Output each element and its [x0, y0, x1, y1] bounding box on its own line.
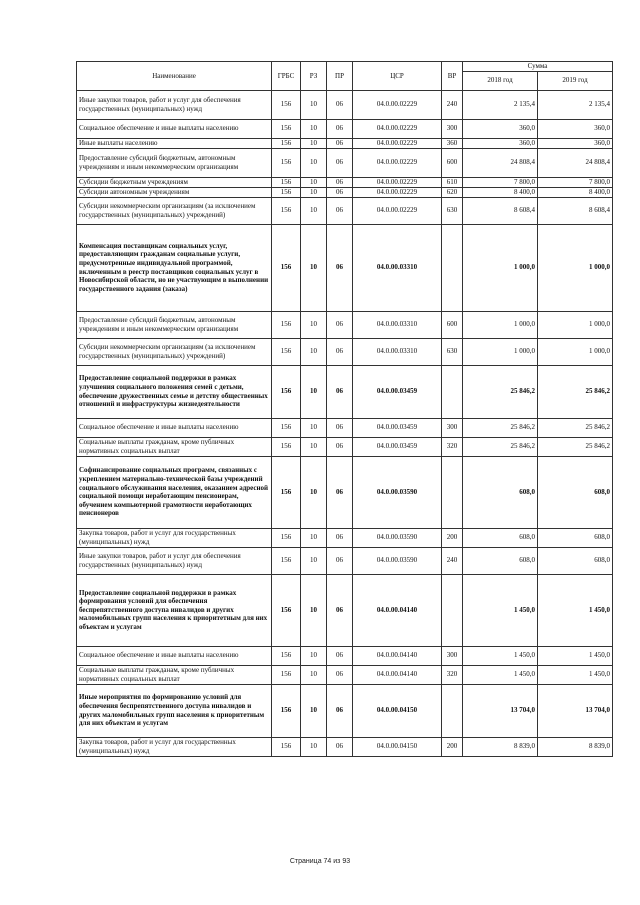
cell-pr: 06 [327, 737, 353, 756]
cell-csr: 04.0.00.03459 [353, 418, 442, 437]
cell-pr: 06 [327, 187, 353, 197]
cell-y2019: 1 450,0 [538, 646, 613, 665]
cell-grbs: 156 [272, 177, 301, 187]
cell-grbs: 156 [272, 456, 301, 528]
cell-y2018: 1 000,0 [463, 224, 538, 311]
cell-name: Компенсация поставщикам социальных услуг, предоставляющим гражданам социальные услуги, предусмотренные индивидуальной программой, включенным в реестр поставщиков социальных услуг в Новосибирской области, но не участвующим в выполнении государственного задания (заказа) [77, 224, 272, 311]
table-row [77, 148, 613, 177]
cell-pr: 06 [327, 418, 353, 437]
cell-name: Софинансирование социальных программ, связанных с укреплением материально-технической базы учреждений социального обслуживания населения, оказанием адресной социальной помощи неработающим пенсионерам, обучением компьютерной грамотности неработающих пенсионеров [77, 456, 272, 528]
table-row [77, 437, 613, 456]
cell-y2019: 1 450,0 [538, 574, 613, 646]
cell-y2018: 1 000,0 [463, 311, 538, 338]
cell-name: Субсидии бюджетным учреждениям [77, 177, 272, 187]
cell-y2018: 1 450,0 [463, 646, 538, 665]
cell-csr: 04.0.00.03590 [353, 547, 442, 574]
cell-grbs: 156 [272, 197, 301, 224]
cell-csr: 04.0.00.02229 [353, 148, 442, 177]
cell-vr: 630 [442, 197, 463, 224]
cell-vr [442, 574, 463, 646]
cell-name: Предоставление социальной поддержки в рамках улучшения социального положения семей с детьми, обеспечение дружественных семье и детству общественных отношений и инфраструктуры жизнедеятельности [77, 365, 272, 418]
header-year-2019: 2019 год [538, 71, 613, 90]
table-row [77, 177, 613, 187]
table-row [77, 547, 613, 574]
cell-vr: 630 [442, 338, 463, 365]
cell-name: Иные закупки товаров, работ и услуг для обеспечения государственных (муниципальных) нужд [77, 90, 272, 119]
cell-rz: 10 [301, 338, 327, 365]
header-pr: ПР [327, 62, 353, 91]
cell-name: Предоставление субсидий бюджетным, автономным учреждениям и иным некоммерческим организациям [77, 311, 272, 338]
cell-y2019: 7 800,0 [538, 177, 613, 187]
cell-y2019: 360,0 [538, 119, 613, 138]
cell-pr: 06 [327, 528, 353, 547]
cell-name: Социальное обеспечение и иные выплаты населению [77, 646, 272, 665]
cell-y2019: 1 000,0 [538, 224, 613, 311]
cell-y2019: 25 846,2 [538, 365, 613, 418]
header-vr: ВР [442, 62, 463, 91]
budget-table [76, 61, 613, 757]
table-row [77, 684, 613, 737]
cell-pr: 06 [327, 456, 353, 528]
cell-vr [442, 365, 463, 418]
cell-vr: 600 [442, 311, 463, 338]
cell-vr [442, 456, 463, 528]
table-row [77, 311, 613, 338]
cell-y2018: 7 800,0 [463, 177, 538, 187]
cell-rz: 10 [301, 119, 327, 138]
header-rz: РЗ [301, 62, 327, 91]
header-year-2018: 2018 год [463, 71, 538, 90]
cell-y2019: 608,0 [538, 528, 613, 547]
cell-pr: 06 [327, 365, 353, 418]
cell-csr: 04.0.00.03590 [353, 456, 442, 528]
cell-name: Субсидии некоммерческим организациям (за исключением государственных (муниципальных) учреждений) [77, 338, 272, 365]
cell-y2018: 13 704,0 [463, 684, 538, 737]
cell-pr: 06 [327, 338, 353, 365]
cell-grbs: 156 [272, 547, 301, 574]
cell-y2019: 1 000,0 [538, 338, 613, 365]
cell-grbs: 156 [272, 574, 301, 646]
table-row [77, 574, 613, 646]
cell-csr: 04.0.00.03590 [353, 528, 442, 547]
cell-y2018: 25 846,2 [463, 437, 538, 456]
cell-csr: 04.0.00.03310 [353, 224, 442, 311]
cell-csr: 04.0.00.04140 [353, 574, 442, 646]
cell-pr: 06 [327, 311, 353, 338]
cell-grbs: 156 [272, 737, 301, 756]
cell-grbs: 156 [272, 148, 301, 177]
cell-y2019: 608,0 [538, 547, 613, 574]
cell-grbs: 156 [272, 338, 301, 365]
cell-y2018: 608,0 [463, 547, 538, 574]
cell-vr [442, 224, 463, 311]
cell-y2019: 8 608,4 [538, 197, 613, 224]
cell-y2018: 8 839,0 [463, 737, 538, 756]
cell-grbs: 156 [272, 646, 301, 665]
cell-name: Закупка товаров, работ и услуг для государственных (муниципальных) нужд [77, 528, 272, 547]
cell-grbs: 156 [272, 418, 301, 437]
table-row [77, 338, 613, 365]
table-row [77, 90, 613, 119]
cell-csr: 04.0.00.03310 [353, 338, 442, 365]
cell-name: Субсидии автономным учреждениям [77, 187, 272, 197]
cell-rz: 10 [301, 197, 327, 224]
cell-name: Предоставление социальной поддержки в рамках формирования условий для обеспечения беспрепятственного доступа инвалидов и других маломобильных групп населения к приоритетным для них объектам и услугам [77, 574, 272, 646]
cell-y2019: 8 839,0 [538, 737, 613, 756]
cell-name: Социальное обеспечение и иные выплаты населению [77, 418, 272, 437]
cell-grbs: 156 [272, 684, 301, 737]
cell-grbs: 156 [272, 138, 301, 148]
cell-csr: 04.0.00.03310 [353, 311, 442, 338]
cell-vr: 300 [442, 418, 463, 437]
cell-pr: 06 [327, 574, 353, 646]
cell-vr: 320 [442, 437, 463, 456]
table-row [77, 646, 613, 665]
cell-grbs: 156 [272, 187, 301, 197]
header-grbs: ГРБС [272, 62, 301, 91]
cell-pr: 06 [327, 148, 353, 177]
cell-rz: 10 [301, 547, 327, 574]
cell-rz: 10 [301, 187, 327, 197]
cell-grbs: 156 [272, 365, 301, 418]
cell-y2018: 24 808,4 [463, 148, 538, 177]
cell-vr: 200 [442, 737, 463, 756]
cell-y2019: 25 846,2 [538, 437, 613, 456]
cell-vr: 620 [442, 187, 463, 197]
cell-vr: 240 [442, 547, 463, 574]
cell-y2018: 8 400,0 [463, 187, 538, 197]
cell-pr: 06 [327, 177, 353, 187]
cell-rz: 10 [301, 437, 327, 456]
header-sum: Сумма [463, 62, 613, 72]
table-row [77, 665, 613, 684]
cell-vr [442, 684, 463, 737]
cell-y2019: 24 808,4 [538, 148, 613, 177]
cell-y2018: 1 450,0 [463, 574, 538, 646]
cell-y2019: 608,0 [538, 456, 613, 528]
cell-name: Субсидии некоммерческим организациям (за исключением государственных (муниципальных) учреждений) [77, 197, 272, 224]
cell-y2018: 2 135,4 [463, 90, 538, 119]
table-row [77, 224, 613, 311]
cell-rz: 10 [301, 574, 327, 646]
cell-vr: 360 [442, 138, 463, 148]
cell-csr: 04.0.00.03459 [353, 437, 442, 456]
cell-rz: 10 [301, 90, 327, 119]
cell-csr: 04.0.00.02229 [353, 119, 442, 138]
cell-vr: 300 [442, 646, 463, 665]
cell-grbs: 156 [272, 119, 301, 138]
table-row [77, 418, 613, 437]
cell-rz: 10 [301, 148, 327, 177]
cell-csr: 04.0.00.02229 [353, 138, 442, 148]
cell-pr: 06 [327, 665, 353, 684]
cell-rz: 10 [301, 365, 327, 418]
cell-csr: 04.0.00.02229 [353, 197, 442, 224]
cell-pr: 06 [327, 646, 353, 665]
cell-pr: 06 [327, 138, 353, 148]
cell-y2018: 1 000,0 [463, 338, 538, 365]
cell-name: Социальное обеспечение и иные выплаты населению [77, 119, 272, 138]
cell-rz: 10 [301, 737, 327, 756]
cell-grbs: 156 [272, 224, 301, 311]
cell-vr: 610 [442, 177, 463, 187]
cell-y2018: 25 846,2 [463, 418, 538, 437]
cell-rz: 10 [301, 684, 327, 737]
table-row [77, 119, 613, 138]
cell-csr: 04.0.00.03459 [353, 365, 442, 418]
cell-rz: 10 [301, 665, 327, 684]
cell-pr: 06 [327, 437, 353, 456]
cell-y2018: 8 608,4 [463, 197, 538, 224]
cell-y2019: 8 400,0 [538, 187, 613, 197]
cell-vr: 300 [442, 119, 463, 138]
cell-y2019: 1 450,0 [538, 665, 613, 684]
cell-pr: 06 [327, 547, 353, 574]
cell-grbs: 156 [272, 311, 301, 338]
cell-vr: 600 [442, 148, 463, 177]
cell-pr: 06 [327, 90, 353, 119]
cell-vr: 240 [442, 90, 463, 119]
cell-rz: 10 [301, 456, 327, 528]
cell-grbs: 156 [272, 437, 301, 456]
table-row [77, 197, 613, 224]
cell-name: Предоставление субсидий бюджетным, автономным учреждениям и иным некоммерческим организациям [77, 148, 272, 177]
cell-grbs: 156 [272, 665, 301, 684]
cell-y2018: 25 846,2 [463, 365, 538, 418]
cell-csr: 04.0.00.02229 [353, 90, 442, 119]
cell-pr: 06 [327, 197, 353, 224]
cell-pr: 06 [327, 684, 353, 737]
cell-csr: 04.0.00.04140 [353, 665, 442, 684]
cell-csr: 04.0.00.04150 [353, 684, 442, 737]
cell-csr: 04.0.00.04150 [353, 737, 442, 756]
cell-name: Социальные выплаты гражданам, кроме публичных нормативных социальных выплат [77, 437, 272, 456]
cell-rz: 10 [301, 418, 327, 437]
table-row [77, 138, 613, 148]
cell-y2018: 360,0 [463, 138, 538, 148]
cell-name: Иные выплаты населению [77, 138, 272, 148]
page-number: Страница 74 из 93 [289, 858, 351, 865]
cell-rz: 10 [301, 177, 327, 187]
table-row [77, 456, 613, 528]
cell-y2018: 1 450,0 [463, 665, 538, 684]
cell-rz: 10 [301, 224, 327, 311]
cell-grbs: 156 [272, 90, 301, 119]
cell-rz: 10 [301, 528, 327, 547]
cell-csr: 04.0.00.02229 [353, 177, 442, 187]
cell-y2019: 2 135,4 [538, 90, 613, 119]
cell-name: Иные закупки товаров, работ и услуг для обеспечения государственных (муниципальных) нужд [77, 547, 272, 574]
cell-grbs: 156 [272, 528, 301, 547]
cell-y2018: 360,0 [463, 119, 538, 138]
header-name: Наименование [77, 62, 272, 91]
table-row [77, 528, 613, 547]
cell-pr: 06 [327, 224, 353, 311]
cell-y2019: 360,0 [538, 138, 613, 148]
cell-name: Иные мероприятия по формированию условий для обеспечения беспрепятственного доступа инвалидов и других маломобильных групп населения к приоритетным для них объектам и услугам [77, 684, 272, 737]
cell-pr: 06 [327, 119, 353, 138]
cell-rz: 10 [301, 646, 327, 665]
cell-y2019: 25 846,2 [538, 418, 613, 437]
cell-name: Социальные выплаты гражданам, кроме публичных нормативных социальных выплат [77, 665, 272, 684]
cell-y2018: 608,0 [463, 456, 538, 528]
table-body [77, 90, 613, 756]
cell-y2019: 1 000,0 [538, 311, 613, 338]
cell-csr: 04.0.00.02229 [353, 187, 442, 197]
cell-vr: 320 [442, 665, 463, 684]
header-csr: ЦСР [353, 62, 442, 91]
cell-y2019: 13 704,0 [538, 684, 613, 737]
cell-name: Закупка товаров, работ и услуг для государственных (муниципальных) нужд [77, 737, 272, 756]
cell-csr: 04.0.00.04140 [353, 646, 442, 665]
cell-y2018: 608,0 [463, 528, 538, 547]
cell-rz: 10 [301, 138, 327, 148]
cell-rz: 10 [301, 311, 327, 338]
table-row [77, 187, 613, 197]
cell-vr: 200 [442, 528, 463, 547]
table-row [77, 737, 613, 756]
table-row [77, 365, 613, 418]
